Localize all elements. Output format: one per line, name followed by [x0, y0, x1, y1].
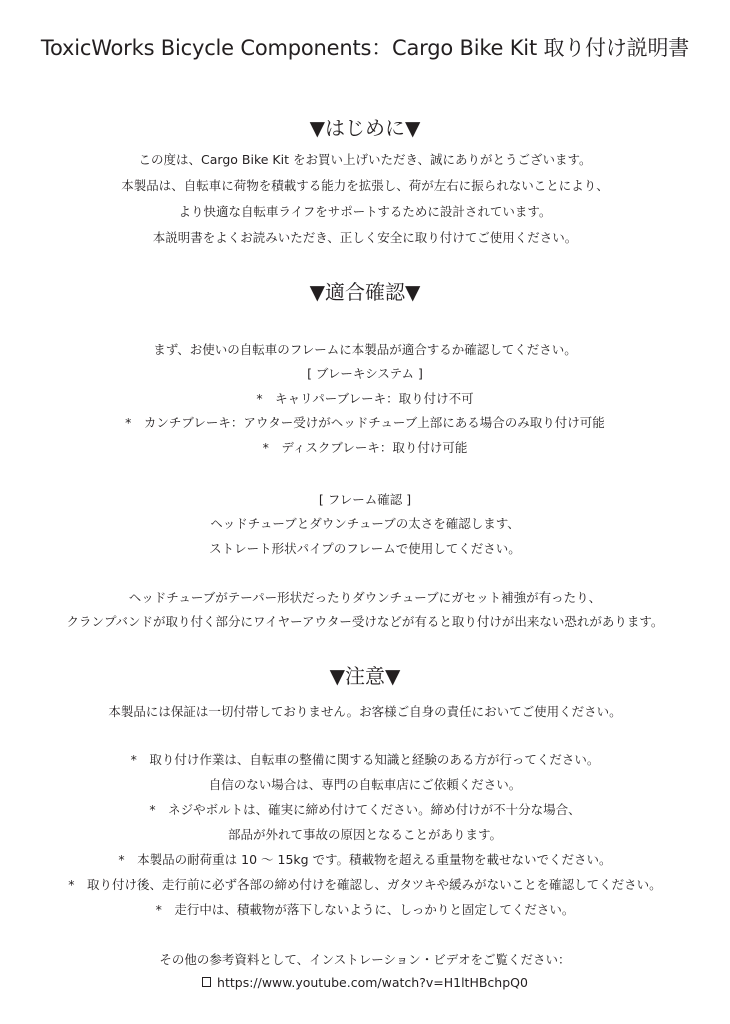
brake-item: * ディスクブレーキ：取り付け可能 [262, 440, 468, 455]
intro-line: 本説明書をよくお読みいただき、正しく安全に取り付けてご使用ください。 [152, 230, 578, 245]
caution-item: * 本製品の耐荷重は 10 ～ 15kg です。積載物を超える重量物を載せないでください。 [118, 852, 612, 867]
compat-warning-line: クランプバンドが取り付く部分にワイヤーアウター受けなどが有ると取り付けが出来ない恐れがあります。 [66, 614, 664, 629]
reference-text: その他の参考資料として、インストレーション・ビデオをご覧ください： [159, 952, 571, 967]
brake-system-title: [ ブレーキシステム ] [307, 366, 423, 381]
warranty-notice: 本製品には保証は一切付帯しておりません。お客様ご自身の責任においてご使用ください。 [108, 704, 622, 719]
compat-heading: ▼適合確認▼ [309, 280, 421, 304]
intro-line: より快適な自転車ライフをサポートするために設計されています。 [178, 204, 552, 219]
link-icon [202, 977, 211, 987]
caution-item: 自信のない場合は、専門の自転車店にご依頼ください。 [208, 777, 522, 792]
frame-check-title: [ フレーム確認 ] [318, 492, 412, 507]
caution-item: * ネジやボルトは、確実に締め付けてください。締め付けが不十分な場合、 [149, 802, 581, 817]
caution-item: * 取り付け作業は、自転車の整備に関する知識と経験のある方が行ってください。 [130, 752, 600, 767]
intro-line: 本製品は、自転車に荷物を積載する能力を拡張し、荷が左右に振られないことにより、 [121, 178, 609, 193]
compat-lead: まず、お使いの自転車のフレームに本製品が適合するか確認してください。 [153, 342, 577, 357]
video-link-row [0, 975, 730, 990]
document-title: ToxicWorks Bicycle Components：Cargo Bike Kit 取り付け説明書 [40, 36, 690, 60]
caution-heading: ▼注意▼ [329, 664, 401, 688]
frame-line: ストレート形状パイプのフレームで使用してください。 [209, 541, 521, 556]
compat-warning-line: ヘッドチューブがテーパー形状だったりダウンチューブにガセット補強が有ったり、 [128, 590, 602, 605]
caution-item: * 走行中は、積載物が落下しないように、しっかりと固定してください。 [155, 902, 575, 917]
brake-item: * カンチブレーキ：アウター受けがヘッドチューブ上部にある場合のみ取り付け可能 [125, 415, 605, 430]
caution-item: 部品が外れて事故の原因となることがあります。 [227, 827, 502, 842]
intro-line: この度は、Cargo Bike Kit をお買い上げいただき、誠にありがとうございます。 [138, 152, 592, 167]
video-link[interactable]: https://www.youtube.com/watch?v=H1ltHBchpQ0 [217, 975, 528, 990]
frame-line: ヘッドチューブとダウンチューブの太さを確認します、 [210, 516, 520, 531]
caution-item: * 取り付け後、走行前に必ず各部の締め付けを確認し、ガタツキや緩みがないことを確認してください。 [68, 877, 662, 892]
brake-item: * キャリパーブレーキ：取り付け不可 [256, 391, 474, 406]
intro-heading: ▼はじめに▼ [309, 116, 421, 140]
